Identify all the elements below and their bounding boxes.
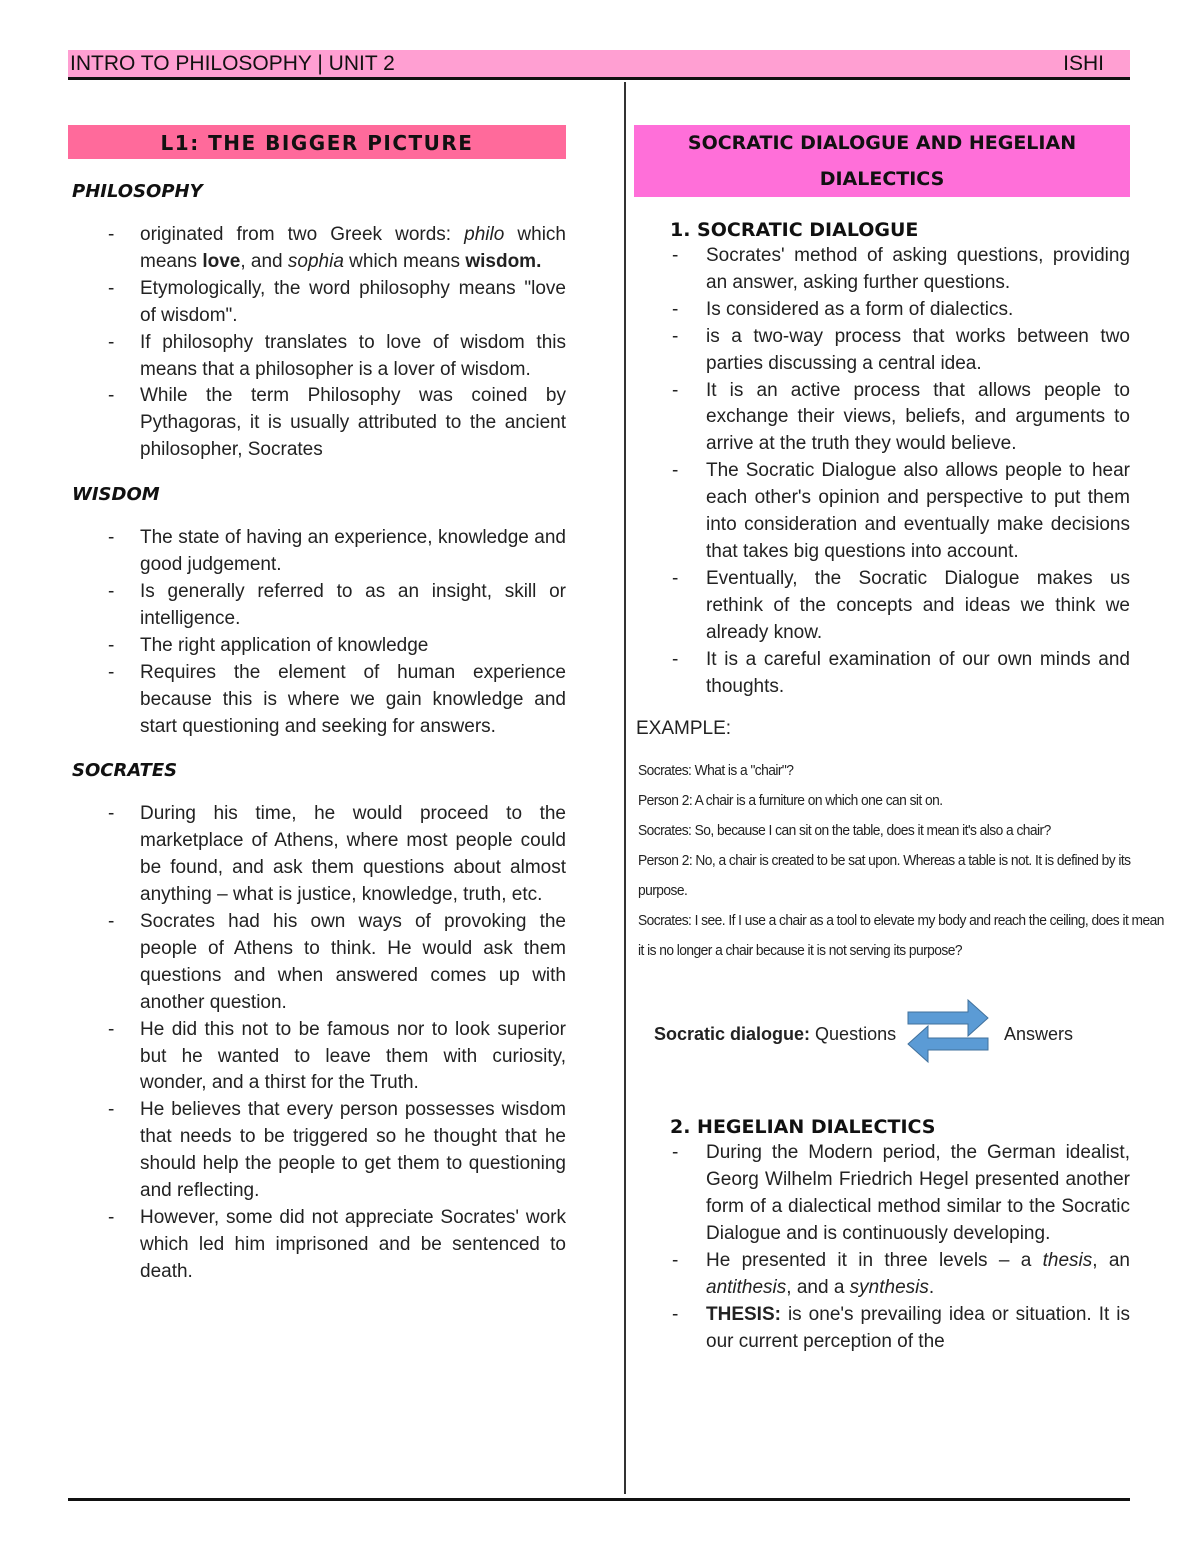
list-item: - THESIS: is one's prevailing idea or situation. It is our current perception of the bbox=[634, 1302, 1130, 1356]
list-item: - Socrates had his own ways of provoking the people of Athens to think. He would ask them questions and when answered comes up with another question. bbox=[68, 909, 566, 1017]
left-column bbox=[68, 125, 566, 1286]
list-item: - The state of having an experience, knowledge and good judgement. bbox=[68, 525, 566, 579]
dialogue-line: purpose. bbox=[638, 882, 688, 900]
list-item: - During the Modern period, the German idealist, Georg Wilhelm Friedrich Hegel presented another form of a dialectical method similar to the Socratic Dialogue and is continuously developing. bbox=[634, 1140, 1130, 1248]
dialogue-line: Socrates: What is a "chair"? bbox=[638, 762, 794, 780]
list-item: - Eventually, the Socratic Dialogue makes us rethink of the concepts and ideas we think we already know. bbox=[634, 566, 1130, 647]
wisdom-heading: WISDOM bbox=[72, 484, 160, 506]
list-item: - The Socratic Dialogue also allows people to hear each other's opinion and perspective to put them into consideration and eventually make decisions that takes big questions into account. bbox=[634, 458, 1130, 566]
header-author: ISHI bbox=[1063, 52, 1104, 75]
section-banner bbox=[634, 125, 1130, 197]
section-banner-line1: SOCRATIC DIALOGUE AND HEGELIAN bbox=[687, 132, 1077, 154]
list-item: - However, some did not appreciate Socrates' work which led him imprisoned and be sentenced to death. bbox=[68, 1205, 566, 1286]
socratic-dialogue-heading: 1. SOCRATIC DIALOGUE bbox=[670, 219, 919, 241]
list-item: - The right application of knowledge bbox=[68, 633, 566, 660]
dialogue-line: it is no longer a chair because it is not serving its purpose? bbox=[638, 942, 963, 960]
list-item: - Is generally referred to as an insight, skill or intelligence. bbox=[68, 579, 566, 633]
list-item: - He presented it in three levels – a thesis, an antithesis, and a synthesis. bbox=[634, 1248, 1130, 1302]
socrates-heading: SOCRATES bbox=[72, 760, 178, 782]
section-banner-line2: DIALECTICS bbox=[819, 168, 945, 190]
philosophy-list bbox=[68, 222, 566, 464]
list-item: - Is considered as a form of dialectics. bbox=[634, 297, 1130, 324]
list-item: - It is a careful examination of our own minds and thoughts. bbox=[634, 647, 1130, 701]
list-item: - During his time, he would proceed to the marketplace of Athens, where most people could be found, and ask them questions about almost anything – what is justice, knowledge, truth, etc. bbox=[68, 801, 566, 909]
hegelian-dialectics-heading: 2. HEGELIAN DIALECTICS bbox=[670, 1116, 936, 1139]
list-item: - is a two-way process that works between two parties discussing a central idea. bbox=[634, 324, 1130, 378]
socratic-dialogue-list bbox=[634, 243, 1130, 700]
hegelian-dialectics-list bbox=[634, 1140, 1130, 1355]
example-dialogue bbox=[638, 756, 1164, 966]
philosophy-heading: PHILOSOPHY bbox=[72, 181, 203, 202]
diagram-answers-label: Answers bbox=[1004, 1024, 1074, 1045]
dialogue-diagram bbox=[634, 996, 1130, 1076]
example-label: EXAMPLE: bbox=[636, 718, 732, 740]
list-item: - While the term Philosophy was coined by Pythagoras, it is usually attributed to the ancient philosopher, Socrates bbox=[68, 383, 566, 464]
exchange-arrows-icon bbox=[906, 996, 990, 1066]
dialogue-line: Person 2: A chair is a furniture on which one can sit on. bbox=[638, 792, 943, 810]
dialogue-line: Person 2: No, a chair is created to be sat upon. Whereas a table is not. It is defined by its bbox=[638, 852, 1131, 870]
list-item: - He believes that every person possesses wisdom that needs to be triggered so he thought that he should help the people to get them to questioning and reflecting. bbox=[68, 1097, 566, 1205]
list-item: - Requires the element of human experience because this is where we gain knowledge and start questioning and seeking for answers. bbox=[68, 660, 566, 741]
list-item: - It is an active process that allows people to exchange their views, beliefs, and arguments to arrive at the truth they would believe. bbox=[634, 378, 1130, 459]
dialogue-line: Socrates: So, because I can sit on the table, does it mean it's also a chair? bbox=[638, 822, 1051, 840]
list-item: - Etymologically, the word philosophy means "love of wisdom". bbox=[68, 276, 566, 330]
list-item: - If philosophy translates to love of wisdom this means that a philosopher is a lover of wisdom. bbox=[68, 330, 566, 384]
wisdom-list bbox=[68, 525, 566, 740]
header-title: INTRO TO PHILOSOPHY | UNIT 2 bbox=[70, 52, 395, 75]
footer-rule bbox=[68, 1498, 1130, 1501]
column-divider bbox=[624, 82, 626, 1494]
dialogue-line: Socrates: I see. If I use a chair as a tool to elevate my body and reach the ceiling, does it mean bbox=[638, 912, 1164, 930]
socrates-list bbox=[68, 801, 566, 1285]
diagram-questions-label: Socratic dialogue: Questions bbox=[654, 1024, 897, 1045]
lesson-banner: L1: THE BIGGER PICTURE bbox=[68, 125, 566, 159]
page-header bbox=[68, 50, 1130, 80]
right-column bbox=[634, 125, 1164, 1356]
list-item: - originated from two Greek words: philo which means love, and sophia which means wisdom. bbox=[68, 222, 566, 276]
list-item: - Socrates' method of asking questions, providing an answer, asking further questions. bbox=[634, 243, 1130, 297]
list-item: - He did this not to be famous nor to look superior but he wanted to leave them with curiosity, wonder, and a thirst for the Truth. bbox=[68, 1017, 566, 1098]
